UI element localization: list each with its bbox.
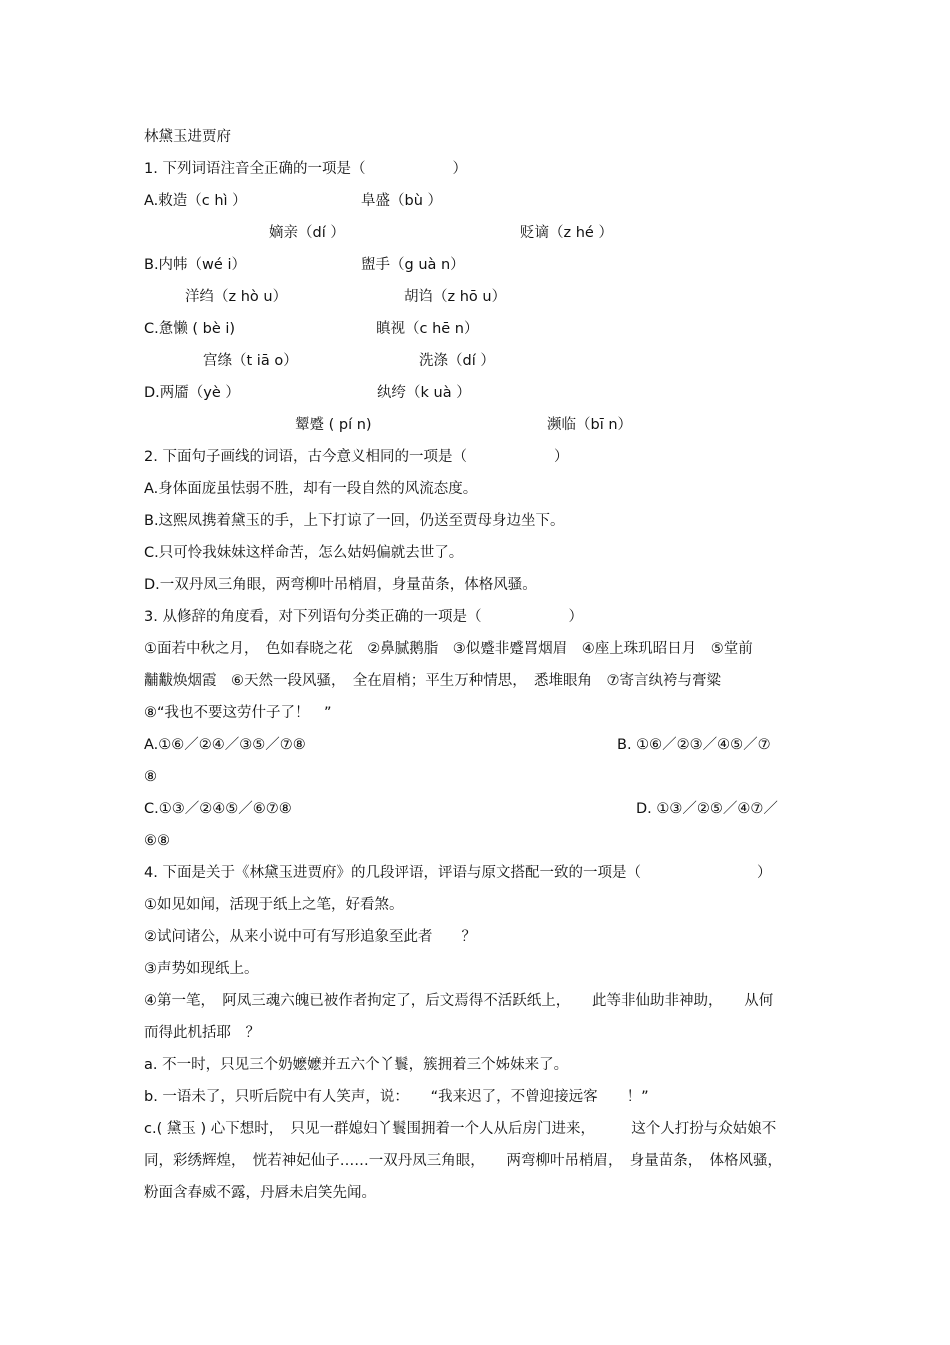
question-stem: 1. 下列词语注音全正确的一项是（ ） bbox=[144, 161, 467, 177]
option-a: A.①⑥／②④／③⑤／⑦⑧ bbox=[144, 737, 306, 753]
option-d-item: 濒临（bī n） bbox=[547, 417, 633, 433]
option-a-item: 嫡亲（dí ） bbox=[269, 225, 345, 241]
option-d-item: 纨绔（k uà ） bbox=[377, 385, 471, 401]
option-b-item: 洋绉（z hò u） bbox=[185, 289, 288, 305]
question-stem: 3. 从修辞的角度看，对下列语句分类正确的一项是（ ） bbox=[144, 609, 583, 625]
option-c: C.只可怜我妹妹这样命苦，怎么姑妈偏就去世了。 bbox=[144, 545, 464, 561]
question-stem: 2. 下面句子画线的词语，古今意义相同的一项是（ ） bbox=[144, 449, 569, 465]
passage-c: c.( 黛玉 ) 心下想时， 只见一群媳妇丫鬟围拥着一个人从后房门进来， 这个人打扮与众姑娘不 bbox=[144, 1121, 777, 1137]
question-stem: 4. 下面是关于《林黛玉进贾府》的几段评语，评语与原文搭配一致的一项是（ ） bbox=[144, 865, 772, 881]
option-c-item: C.惫懒 ( bè i) bbox=[144, 321, 236, 337]
option-c-item: 洗涤（dí ） bbox=[419, 353, 495, 369]
sentence-list: ①面若中秋之月， 色如春晓之花 ②鼻腻鹅脂 ③似蹙非蹙罥烟眉 ④座上珠玑昭日月 ⑤堂前 bbox=[144, 641, 753, 657]
option-a-item: 贬谪（z hé ） bbox=[520, 225, 613, 241]
option-d-continuation: ⑥⑧ bbox=[144, 833, 170, 849]
passage-c-continuation: 同，彩绣辉煌， 恍若神妃仙子……一双丹凤三角眼， 两弯柳叶吊梢眉， 身量苗条， 体格风骚， bbox=[144, 1153, 782, 1169]
option-d: D.一双丹凤三角眼，两弯柳叶吊梢眉，身量苗条，体格风骚。 bbox=[144, 577, 537, 593]
passage-b: b. 一语未了，只听后院中有人笑声，说： “我来迟了，不曾迎接远客 ！” bbox=[144, 1089, 649, 1105]
option-b-item: 盥手（g uà n） bbox=[361, 257, 465, 273]
option-a-item: 阜盛（bù ） bbox=[361, 193, 443, 209]
option-b-continuation: ⑧ bbox=[144, 769, 157, 785]
option-a-item: A.敕造（c hì ） bbox=[144, 193, 247, 209]
option-c-item: 宫绦（t iā o） bbox=[203, 353, 298, 369]
comment-2: ②试问诸公，从来小说中可有写形追象至此者 ？ bbox=[144, 929, 476, 945]
comment-4-continuation: 而得此机括耶 ？ bbox=[144, 1025, 260, 1041]
passage-c-continuation: 粉面含春威不露，丹唇未启笑先闻。 bbox=[144, 1185, 376, 1201]
option-c: C.①③／②④⑤／⑥⑦⑧ bbox=[144, 801, 292, 817]
comment-3: ③声势如现纸上。 bbox=[144, 961, 259, 977]
option-b: B. ①⑥／②③／④⑤／⑦ bbox=[617, 737, 771, 753]
document-title: 林黛玉进贾府 bbox=[144, 129, 231, 145]
sentence-list: 黼黻焕烟霞 ⑥天然一段风骚， 全在眉梢；平生万种情思， 悉堆眼角 ⑦寄言纨袴与膏粱 bbox=[144, 673, 721, 689]
option-d-item: 颦蹙 ( pí n) bbox=[295, 417, 372, 433]
option-b: B.这熙凤携着黛玉的手，上下打谅了一回，仍送至贾母身边坐下。 bbox=[144, 513, 565, 529]
option-b-item: 胡诌（z hō u） bbox=[404, 289, 507, 305]
option-d-item: D.两靥（yè ） bbox=[144, 385, 240, 401]
option-c-item: 瞋视（c hē n） bbox=[376, 321, 479, 337]
sentence-list: ⑧“我也不要这劳什子了！ ” bbox=[144, 705, 332, 721]
passage-a: a. 不一时，只见三个奶嬷嬷并五六个丫鬟，簇拥着三个姊妹来了。 bbox=[144, 1057, 569, 1073]
comment-1: ①如见如闻，活现于纸上之笔，好看煞。 bbox=[144, 897, 404, 913]
option-b-item: B.内帏（wé i） bbox=[144, 257, 246, 273]
option-d: D. ①③／②⑤／④⑦／ bbox=[636, 801, 778, 817]
comment-4: ④第一笔， 阿凤三魂六魄已被作者拘定了，后文焉得不活跃纸上， 此等非仙助非神助， 从何 bbox=[144, 993, 774, 1009]
option-a: A.身体面庞虽怯弱不胜，却有一段自然的风流态度。 bbox=[144, 481, 478, 497]
